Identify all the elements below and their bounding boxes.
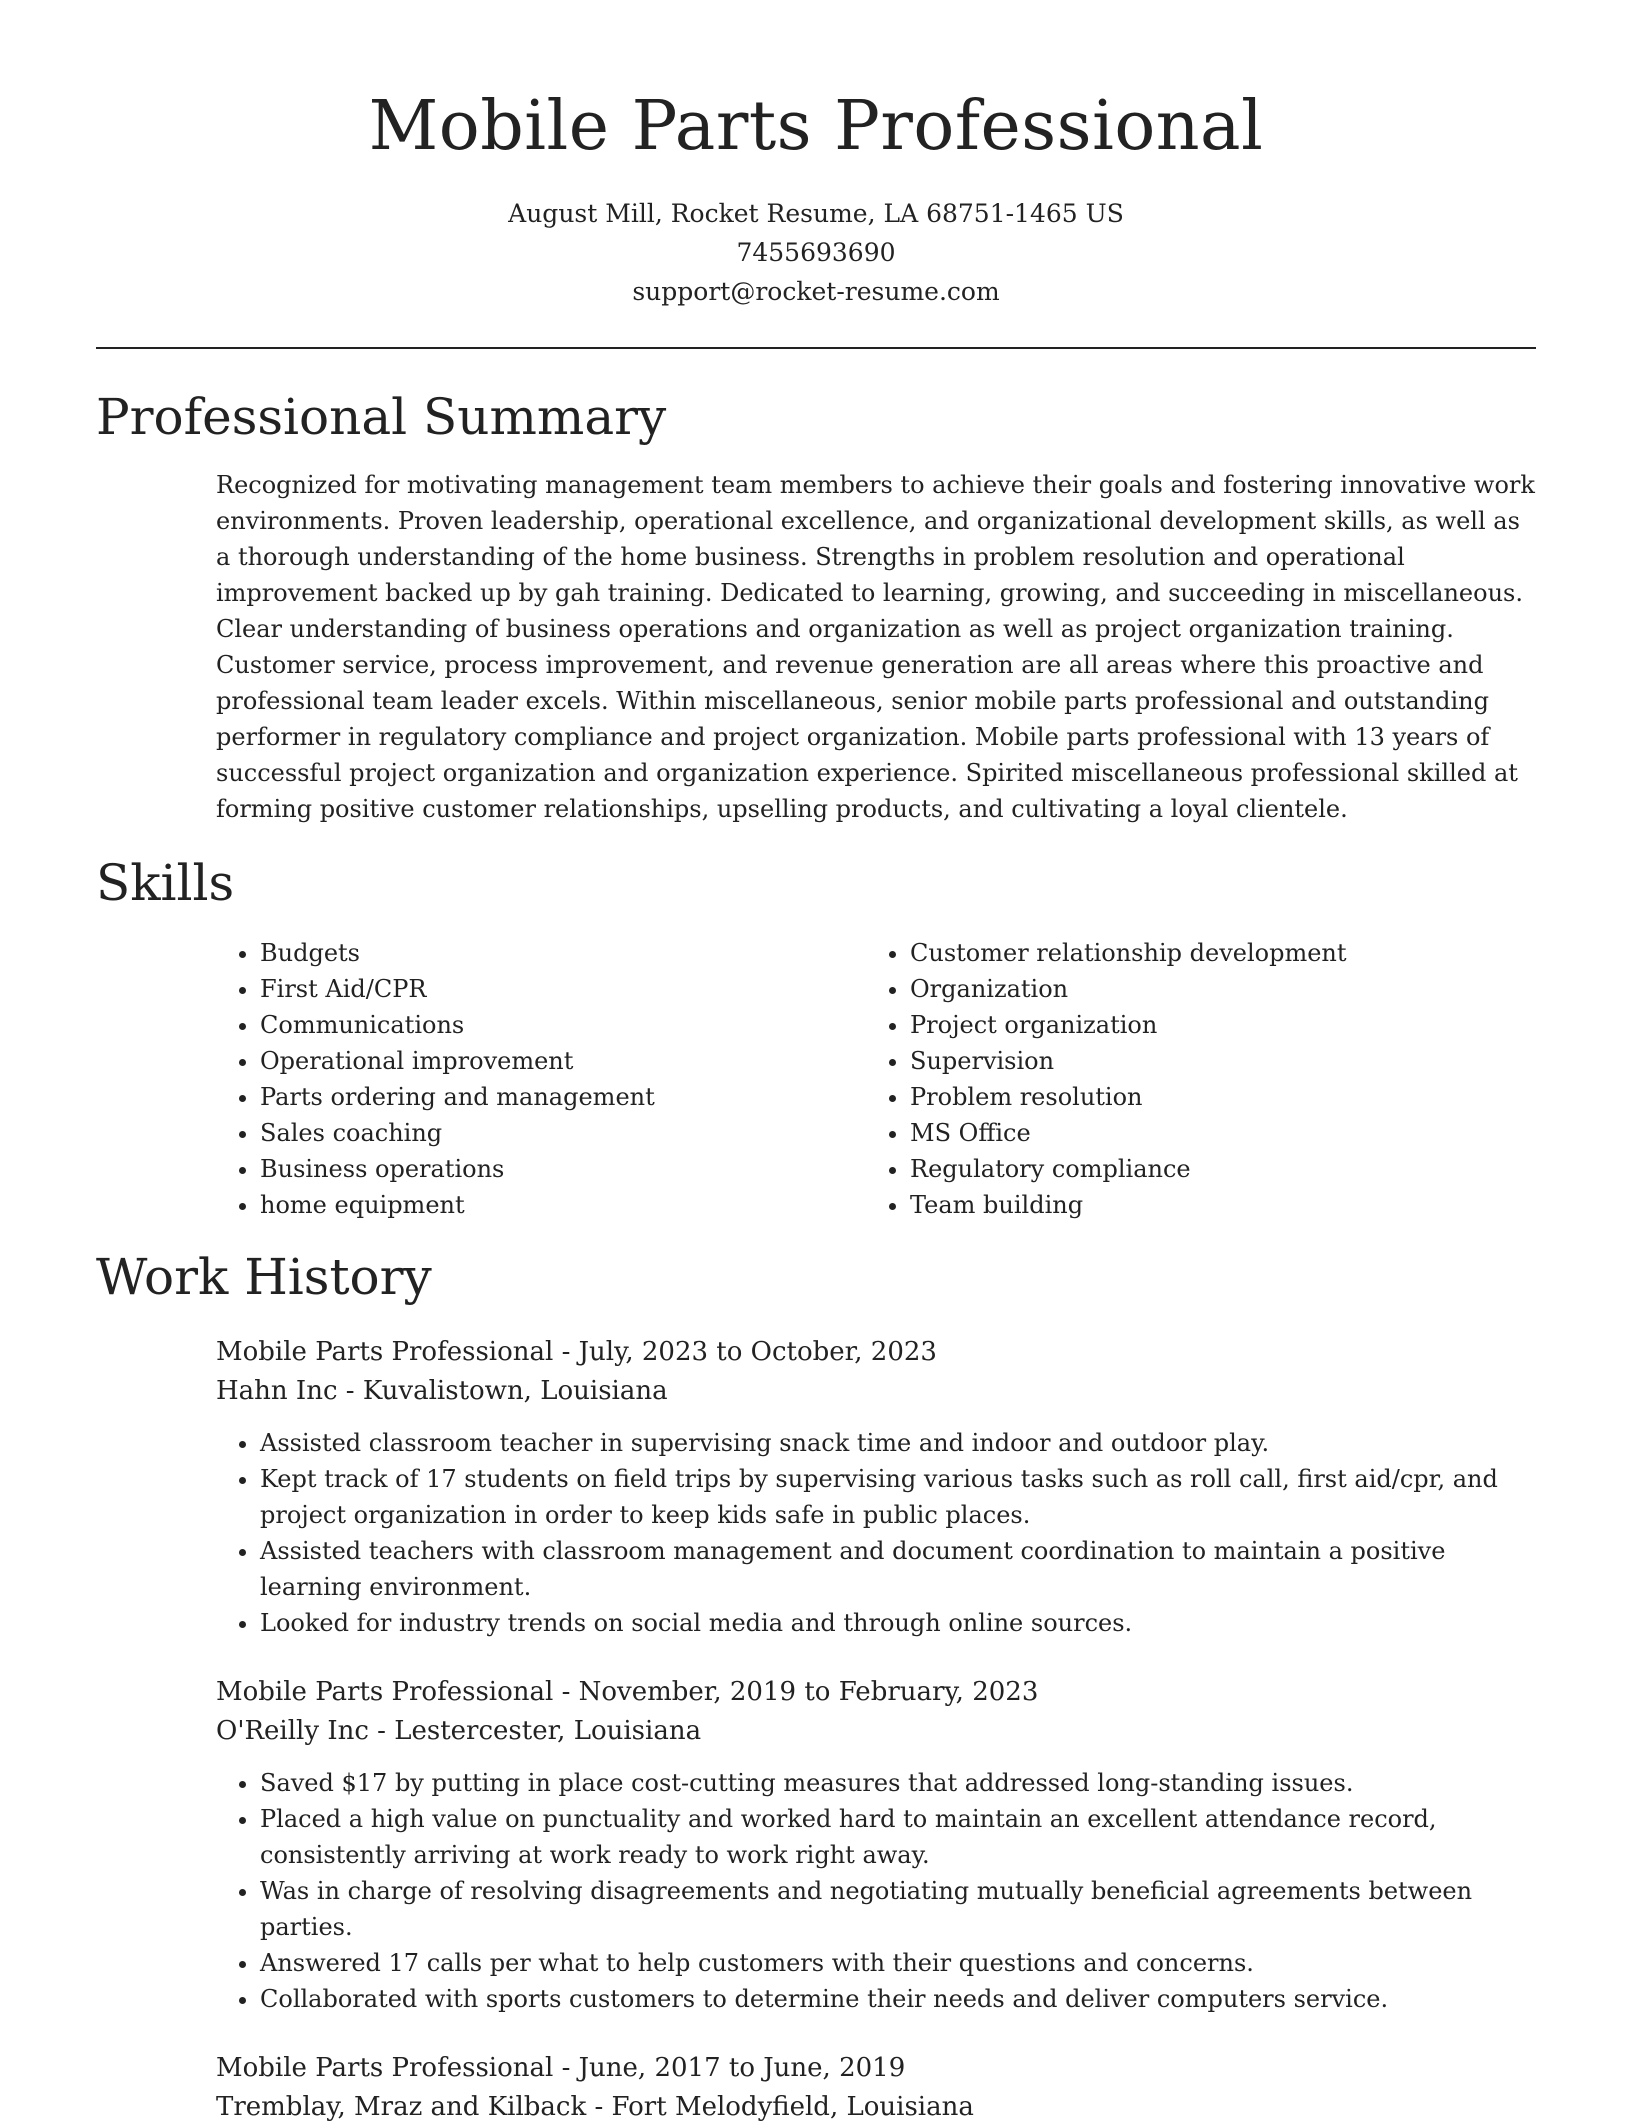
job-duty: • Kept track of 17 students on field trips by supervising various tasks such as roll call, first aid/cpr, and project organization in order to keep kids safe in public places. — [260, 1461, 1536, 1533]
job-duties — [216, 1765, 1536, 2017]
skill-item: • Sales coaching — [260, 1115, 866, 1151]
job-duty: • Assisted classroom teacher in supervising snack time and indoor and outdoor play. — [260, 1425, 1536, 1461]
email: support@rocket-resume.com — [632, 277, 1000, 306]
skill-item: • Customer relationship development — [910, 935, 1516, 971]
skill-item: • MS Office — [910, 1115, 1516, 1151]
skills-columns — [216, 935, 1536, 1223]
job-company-location: Hahn Inc - Kuvalistown, Louisiana — [216, 1376, 668, 1406]
job-entry — [216, 1673, 1536, 2017]
job-duty: • Was in charge of resolving disagreements and negotiating mutually beneficial agreements between parties. — [260, 1873, 1536, 1945]
skill-item: • Problem resolution — [910, 1079, 1516, 1115]
job-role-dates: Mobile Parts Professional - June, 2017 to June, 2019 — [216, 2053, 906, 2083]
skill-item: • Communications — [260, 1007, 866, 1043]
header-divider — [96, 347, 1536, 349]
skills-heading: Skills — [96, 854, 235, 912]
skills-list-left — [216, 935, 866, 1223]
skill-item: • home equipment — [260, 1187, 866, 1223]
skill-item: • Parts ordering and management — [260, 1079, 866, 1115]
work-history-heading: Work History — [96, 1248, 432, 1306]
summary-section — [0, 385, 1632, 827]
job-entry — [216, 1333, 1536, 1641]
skill-item: • Organization — [910, 971, 1516, 1007]
phone: 7455693690 — [736, 238, 896, 267]
job-duty: • Looked for industry trends on social media and through online sources. — [260, 1605, 1536, 1641]
job-duties — [216, 1425, 1536, 1641]
job-duty: • Answered 17 calls per what to help customers with their questions and concerns. — [260, 1945, 1536, 1981]
job-duty: • Placed a high value on punctuality and worked hard to maintain an excellent attendance record, consistently arriving at work ready to work right away. — [260, 1801, 1536, 1873]
summary-text: Recognized for motivating management team members to achieve their goals and fostering innovative work environments. Proven leadership, operational excellence, and organizational development skills, as well as a thorough understanding of the home business. Strengths in problem resolution and operational improvement backed up by gah training. Dedicated to learning, growing, and succeeding in miscellaneous. Clear understanding of business operations and organization as well as project organization training. Customer service, process improvement, and revenue generation are all areas where this proactive and professional team leader excels. Within miscellaneous, senior mobile parts professional and outstanding performer in regulatory compliance and project organization. Mobile parts professional with 13 years of successful project organization and organization experience. Spirited miscellaneous professional skilled at forming positive customer relationships, upselling products, and cultivating a loyal clientele. — [216, 471, 1535, 823]
job-entry — [216, 2049, 1536, 2127]
skill-item: • Budgets — [260, 935, 866, 971]
address: August Mill, Rocket Resume, LA 68751-1465 US — [508, 199, 1124, 228]
candidate-name: Mobile Parts Professional — [368, 87, 1264, 166]
job-company-location: Tremblay, Mraz and Kilback - Fort Melodyfield, Louisiana — [216, 2092, 974, 2122]
job-duty: • Saved $17 by putting in place cost-cutting measures that addressed long-standing issues. — [260, 1765, 1536, 1801]
resume-header — [0, 0, 1632, 311]
job-duty: • Collaborated with sports customers to determine their needs and deliver computers service. — [260, 1981, 1536, 2017]
skills-section — [0, 851, 1632, 1223]
job-duty: • Assisted teachers with classroom management and document coordination to maintain a positive learning environment. — [260, 1533, 1536, 1605]
skill-item: • Supervision — [910, 1043, 1516, 1079]
job-role-dates: Mobile Parts Professional - July, 2023 to October, 2023 — [216, 1337, 937, 1367]
contact-info — [0, 194, 1632, 311]
job-company-location: O'Reilly Inc - Lestercester, Louisiana — [216, 1716, 702, 1746]
job-role-dates: Mobile Parts Professional - November, 2019 to February, 2023 — [216, 1677, 1039, 1707]
skill-item: • Team building — [910, 1187, 1516, 1223]
skill-item: • Operational improvement — [260, 1043, 866, 1079]
summary-heading: Professional Summary — [96, 388, 667, 446]
skill-item: • Business operations — [260, 1151, 866, 1187]
skill-item: • Regulatory compliance — [910, 1151, 1516, 1187]
skill-item: • First Aid/CPR — [260, 971, 866, 1007]
work-history-section — [0, 1245, 1632, 2127]
skills-list-right — [866, 935, 1516, 1223]
skill-item: • Project organization — [910, 1007, 1516, 1043]
